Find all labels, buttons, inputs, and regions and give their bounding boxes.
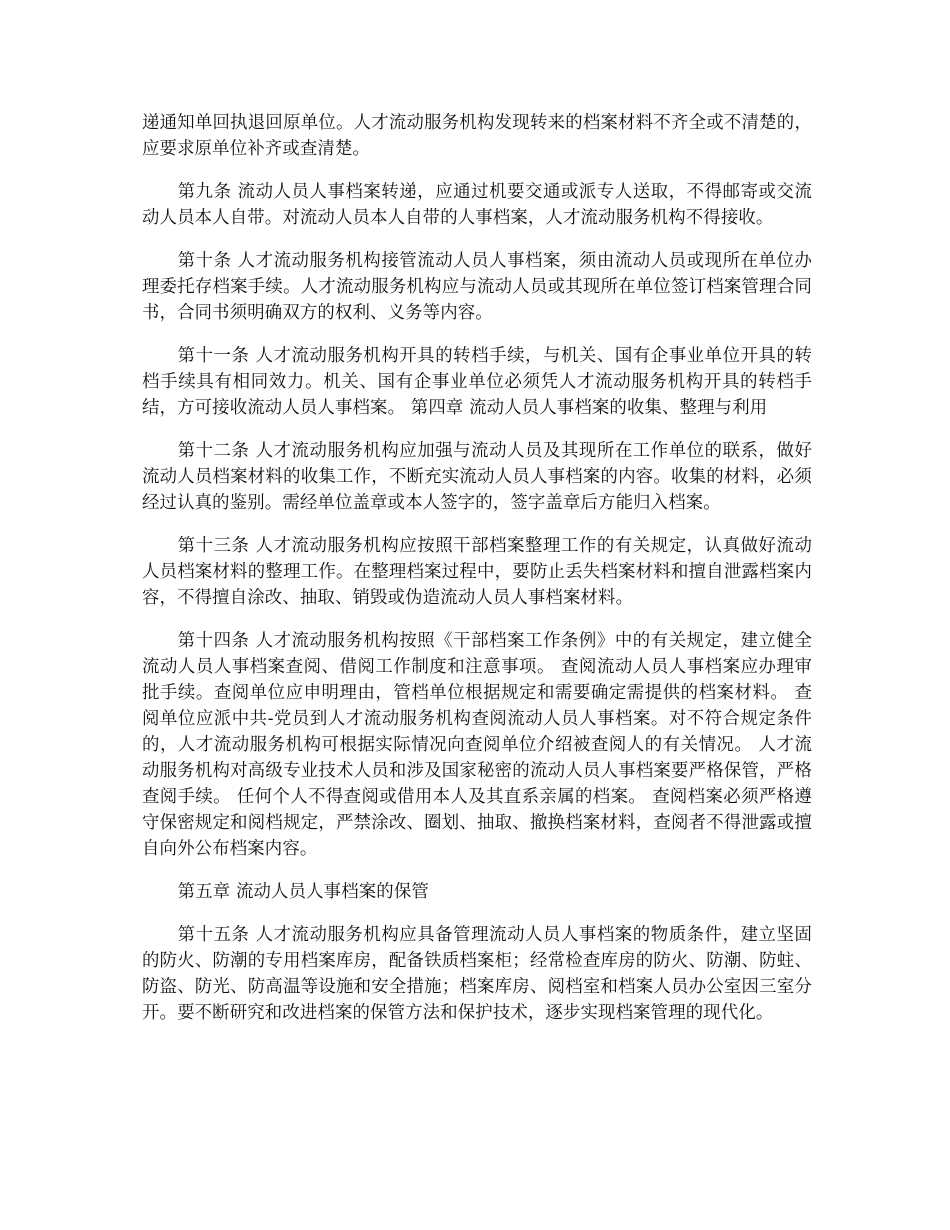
document-body [142,110,812,1043]
paragraph-continuation: 递通知单回执退回原单位。人才流动服务机构发现转来的档案材料不齐全或不清楚的，应要求原单位补齐或查清楚。 [142,113,812,159]
paragraph-article-10: 第十条 人才流动服务机构接管流动人员人事档案，须由流动人员或现所在单位办理委托存档案手续。人才流动服务机构应与流动人员或其现所在单位签订档案管理合同书，合同书须明确双方的权利、义务等内容。 [142,251,812,323]
paragraph-article-11: 第十一条 人才流动服务机构开具的转档手续，与机关、国有企事业单位开具的转档手续具有相同效力。机关、国有企事业单位必须凭人才流动服务机构开具的转档手结，方可接收流动人员人事档案。 第四章 流动人员人事档案的收集、整理与利用 [142,346,812,418]
chapter-5-heading: 第五章 流动人员人事档案的保管 [177,882,429,902]
paragraph-article-14: 第十四条 人才流动服务机构按照《干部档案工作条例》中的有关规定，建立健全流动人员人事档案查阅、借阅工作制度和注意事项。 查阅流动人员人事档案应办理审批手续。查阅单位应申明理由，管档单位根据规定和需要确定需提供的档案材料。 查阅单位应派中共-党员到人才流动服务机构查阅流动人员人事档案。对不符合规定条件的，人才流动服务机构可根据实际情况向查阅单位介绍被查阅人的有关情况。 人才流动服务机构对高级专业技术人员和涉及国家秘密的流动人员人事档案要严格保管，严格查阅手续。 任何个人不得查阅或借用本人及其直系亲属的档案。 查阅档案必须严格遵守保密规定和阅档规定，严禁涂改、圈划、抽取、撤换档案材料，查阅者不得泄露或擅自向外公布档案内容。 [142,631,812,859]
paragraph-article-15: 第十五条 人才流动服务机构应具备管理流动人员人事档案的物质条件，建立坚固的防火、防潮的专用档案库房，配备铁质档案柜；经常检查库房的防火、防潮、防蛀、防盗、防光、防高温等设施和安全措施；档案库房、阅档室和档案人员办公室因三室分开。要不断研究和改进档案的保管方法和保护技术，逐步实现档案管理的现代化。 [142,925,812,1023]
paragraph-article-13: 第十三条 人才流动服务机构应按照干部档案整理工作的有关规定，认真做好流动人员档案材料的整理工作。在整理档案过程中，要防止丢失档案材料和擅自泄露档案内容，不得擅自涂改、抽取、销毁或伪造流动人员人事档案材料。 [142,536,812,608]
paragraph-article-9: 第九条 流动人员人事档案转递，应通过机要交通或派专人送取，不得邮寄或交流动人员本人自带。对流动人员本人自带的人事档案，人才流动服务机构不得接收。 [142,182,812,228]
paragraph-article-12: 第十二条 人才流动服务机构应加强与流动人员及其现所在工作单位的联系，做好流动人员档案材料的收集工作，不断充实流动人员人事档案的内容。收集的材料，必须经过认真的鉴别。需经单位盖章或本人签字的，签字盖章后方能归入档案。 [142,441,812,513]
